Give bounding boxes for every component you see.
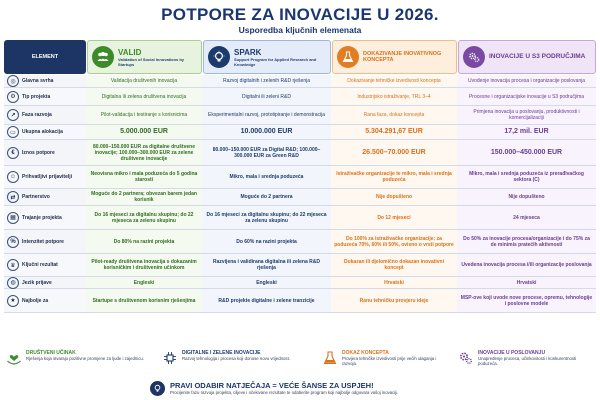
table-cell: Moguće do 2 partnera; obvezan barem jedan korisnik (86, 189, 202, 205)
lightbulb-icon (150, 381, 165, 396)
table-cell: Engleski (202, 277, 331, 288)
table-cell: Mikro, mala i srednja poduzeća (202, 166, 331, 188)
table-row (4, 230, 596, 254)
table-row (4, 166, 596, 189)
row-label-text: Prihvatljivi prijavitelji (22, 174, 73, 180)
row-label (4, 140, 86, 165)
row-label (4, 106, 86, 124)
header-element (4, 40, 86, 74)
table-cell: Mikro, mala i srednja poduzeća iz prerađivačkog sektora (C) (457, 166, 596, 188)
row-label-text: Iznos potpore (22, 149, 55, 156)
row-label (4, 230, 86, 253)
table-cell: Hrvatski (457, 277, 596, 288)
table-cell: Ranu tehničku provjeru ideje (331, 289, 457, 312)
table-cell: Eksperimentalni razvoj, prototipiranje i demonstracija (202, 106, 331, 124)
footer-title: PRAVI ODABIR NATJEČAJA = VEĆE ŠANSE ZA USPJEH! (170, 381, 374, 390)
header-dokazivanje-name: DOKAZIVANJE INOVATIVNOG KONCEPTA (363, 50, 442, 63)
users-icon: ☺ (7, 171, 19, 183)
row-label (4, 277, 86, 288)
table-row (4, 206, 596, 230)
row-label-text: Intenzitet potpore (22, 238, 64, 245)
row-label (4, 254, 86, 276)
table-cell: 80.000–150.000 EUR za digitalne društvene inovacije; 100.000–300.000 EUR za zelene društvene inovacije (86, 140, 202, 165)
table-cell: Nije dopušteno (331, 189, 457, 205)
table-row (4, 140, 596, 166)
row-label-text: Faza razvoja (22, 112, 52, 118)
calendar-icon: ▦ (7, 212, 19, 224)
header-valid-sub: Validation of Social Innovations by Startups (118, 56, 185, 67)
euro-icon: € (7, 147, 19, 159)
table-cell: Dokazivanje tehničke izvedivosti koncepta (331, 75, 457, 87)
table-cell: Do 100% za istraživačke organizacije; za poduzeća 70%, 60% ili 50%, ovisno o vrsti potpore (331, 230, 457, 253)
table-cell: Do 16 mjeseci za digitalnu skupinu; do 22 mjeseca za zelenu skupinu (86, 206, 202, 229)
table-cell: 5.000.000 EUR (86, 125, 202, 139)
table-cell: Do 12 mjeseci (331, 206, 457, 229)
header-valid (87, 40, 202, 74)
table-cell: Industrijsko istraživanje, TRL 3–4 (331, 88, 457, 105)
table-cell: Do 80% na razini projekta (86, 230, 202, 253)
table-cell: Procesne i organizacijske inovacije u S3 područjima (457, 88, 596, 105)
header-spark-sub: Support Program for Applied Research and Knowledge (234, 56, 317, 67)
row-label (4, 289, 86, 312)
row-label-text: Jezik prijave (22, 279, 52, 286)
row-label-text: Partnerstvo (22, 194, 50, 200)
table-row (4, 254, 596, 277)
table-cell: 5.304.291,67 EUR (331, 125, 457, 139)
table-cell: Startupe s društvenom korisnim rješenjima (86, 289, 202, 312)
row-label-text: Glavna svrha (22, 78, 54, 84)
heart-hands-icon (6, 350, 22, 366)
table-cell: Razvoj digitalnih i zelenih R&D rješenja (202, 75, 331, 87)
table-row (4, 106, 596, 125)
header-element-label: ELEMENT (31, 54, 59, 60)
table-cell: MSP-ove koji uvode nove procese, opremu, tehnologije i poslovne modele (457, 289, 596, 312)
row-label (4, 125, 86, 139)
table-cell: Do 50% za inovacije procesa/organizacije i do 75% za de minimis pratećih aktivnosti (457, 230, 596, 253)
row-label (4, 166, 86, 188)
table-cell: Do 16 mjeseci za digitalnu skupinu; do 22 mjeseca za zelenu skupinu (202, 206, 331, 229)
percent-icon: % (7, 236, 19, 248)
header-s3 (458, 40, 596, 74)
target-icon: ◎ (7, 75, 19, 87)
chart-icon: ↗ (7, 109, 19, 121)
row-label (4, 189, 86, 205)
row-label-text: Ukupna alokacija (22, 129, 63, 135)
footer-banner (150, 379, 450, 397)
money-icon: ▭ (7, 126, 19, 138)
row-label-text: Ključni rezultat (22, 262, 58, 268)
table-cell: 80.000–150.000 EUR za Digital R&D; 100.000–300.000 EUR za Green R&D (202, 140, 331, 165)
legend-item-dokaz (322, 350, 452, 376)
table-row (4, 189, 596, 206)
row-label-text: Najbolje za (22, 297, 49, 304)
flask-icon (322, 350, 338, 366)
table-cell: Primjena inovacija u poslovanju, produktivnosti i komercijalizaciji (457, 106, 596, 124)
table-row (4, 75, 596, 88)
star-icon: ★ (7, 295, 19, 307)
gear-icon: ⚙ (7, 91, 19, 103)
table-cell: Pilot-validacija i testiranje s korisnicima (86, 106, 202, 124)
table-row (4, 277, 596, 289)
row-label-text: Trajanje projekta (22, 214, 62, 221)
table-cell: 24 mjeseca (457, 206, 596, 229)
legend-desc: Provjera tehničke izvedivosti prije većih ulaganja i razvoja. (342, 356, 437, 367)
table-cell: Do 60% na razini projekta (202, 230, 331, 253)
legend-desc: Unapređenje procesa, učinkovitosti i konkurentnosti poduzeća. (478, 356, 577, 367)
legend-desc: Rješenja koja stvaraju pozitivne promjene za ljude i zajednicu. (26, 356, 144, 361)
trophy-icon: ♛ (7, 259, 19, 271)
people-icon (92, 46, 114, 68)
table-cell: Uvođenje inovacija procesa i organizacije poslovanja (457, 75, 596, 87)
legend-title: INOVACIJE U POSLOVANJU (478, 350, 546, 356)
legend-item-poslovanje (458, 350, 596, 376)
table-cell: Nije dopušteno (457, 189, 596, 205)
legend-item-digitalne (162, 350, 302, 376)
table-row (4, 88, 596, 106)
page-title: POTPORE ZA INOVACIJE U 2026. (161, 5, 439, 24)
table-cell: Istraživačke organizacije te mikro, mala i srednja poduzeća (331, 166, 457, 188)
table-cell: Razvijena i validirana digitalna ili zelena R&D rješenja (202, 254, 331, 276)
row-label-text: Tip projekta (22, 93, 51, 100)
row-label (4, 88, 86, 105)
gears-icon (458, 350, 474, 366)
header-dokazivanje (332, 40, 457, 74)
table-cell: Moguće do 2 partnera (202, 189, 331, 205)
table-cell: Pilot-ready društvena inovacija s dokazanim korisničkim i društvenim učinkom (86, 254, 202, 276)
legend-title: DOKAZ KONCEPTA (342, 350, 389, 356)
table-cell: Digitalna ili zelena društvena inovacija (86, 88, 202, 105)
table-cell: 26.500–70.000 EUR (331, 140, 457, 165)
table-cell: 150.000–450.000 EUR (457, 140, 596, 165)
legend-title: DRUŠTVENI UČINAK (26, 350, 76, 356)
table-cell: 17,2 mil. EUR (457, 125, 596, 139)
table-cell: Digitalni ili zeleni R&D (202, 88, 331, 105)
header-spark (203, 40, 331, 74)
table-row (4, 289, 596, 313)
header-valid-name: VALID (118, 47, 142, 57)
lightbulb-icon (208, 46, 230, 68)
legend-title: DIGITALNE I ZELENE INOVACIJE (182, 350, 261, 356)
table-cell: Uvedena inovacija procesa i/ili organizacije poslovanja (457, 254, 596, 276)
gears-icon (463, 46, 485, 68)
table-cell: 10.000.000 EUR (202, 125, 331, 139)
table-cell: Dokazan ili djelomično dokazan inovativni koncept (331, 254, 457, 276)
table-cell: Rana faza, dokaz koncepta (331, 106, 457, 124)
legend-desc: Razvoj tehnologija i procesa koji donose novu vrijednost. (182, 356, 290, 361)
table-cell: Engleski (86, 277, 202, 288)
header-spark-name: SPARK (234, 47, 262, 57)
row-label (4, 75, 86, 87)
table-cell: Neovisna mikro i mala poduzeća do 5 godina starosti (86, 166, 202, 188)
legend-item-drustveni (6, 350, 146, 376)
table-row (4, 125, 596, 140)
flask-icon (337, 46, 359, 68)
globe-icon: ◍ (7, 277, 19, 289)
table-cell: Hrvatski (331, 277, 457, 288)
table-cell: Validacija društvenih inovacija (86, 75, 202, 87)
table-cell: R&D projekte digitalne i zelene tranzicije (202, 289, 331, 312)
leaf-chip-icon (162, 350, 178, 366)
header-s3-name: INOVACIJE U S3 PODRUČJIMA (489, 53, 586, 61)
footer-desc: Procijenite fazu razvoja projekta, ciljeve i očekivane rezultate te odaberite program koji najbolje odgovara vašoj inovaciji. (170, 390, 399, 395)
row-label (4, 206, 86, 229)
page-subtitle: Usporedba ključnih elemenata (238, 25, 362, 35)
handshake-icon: ⇄ (7, 191, 19, 203)
